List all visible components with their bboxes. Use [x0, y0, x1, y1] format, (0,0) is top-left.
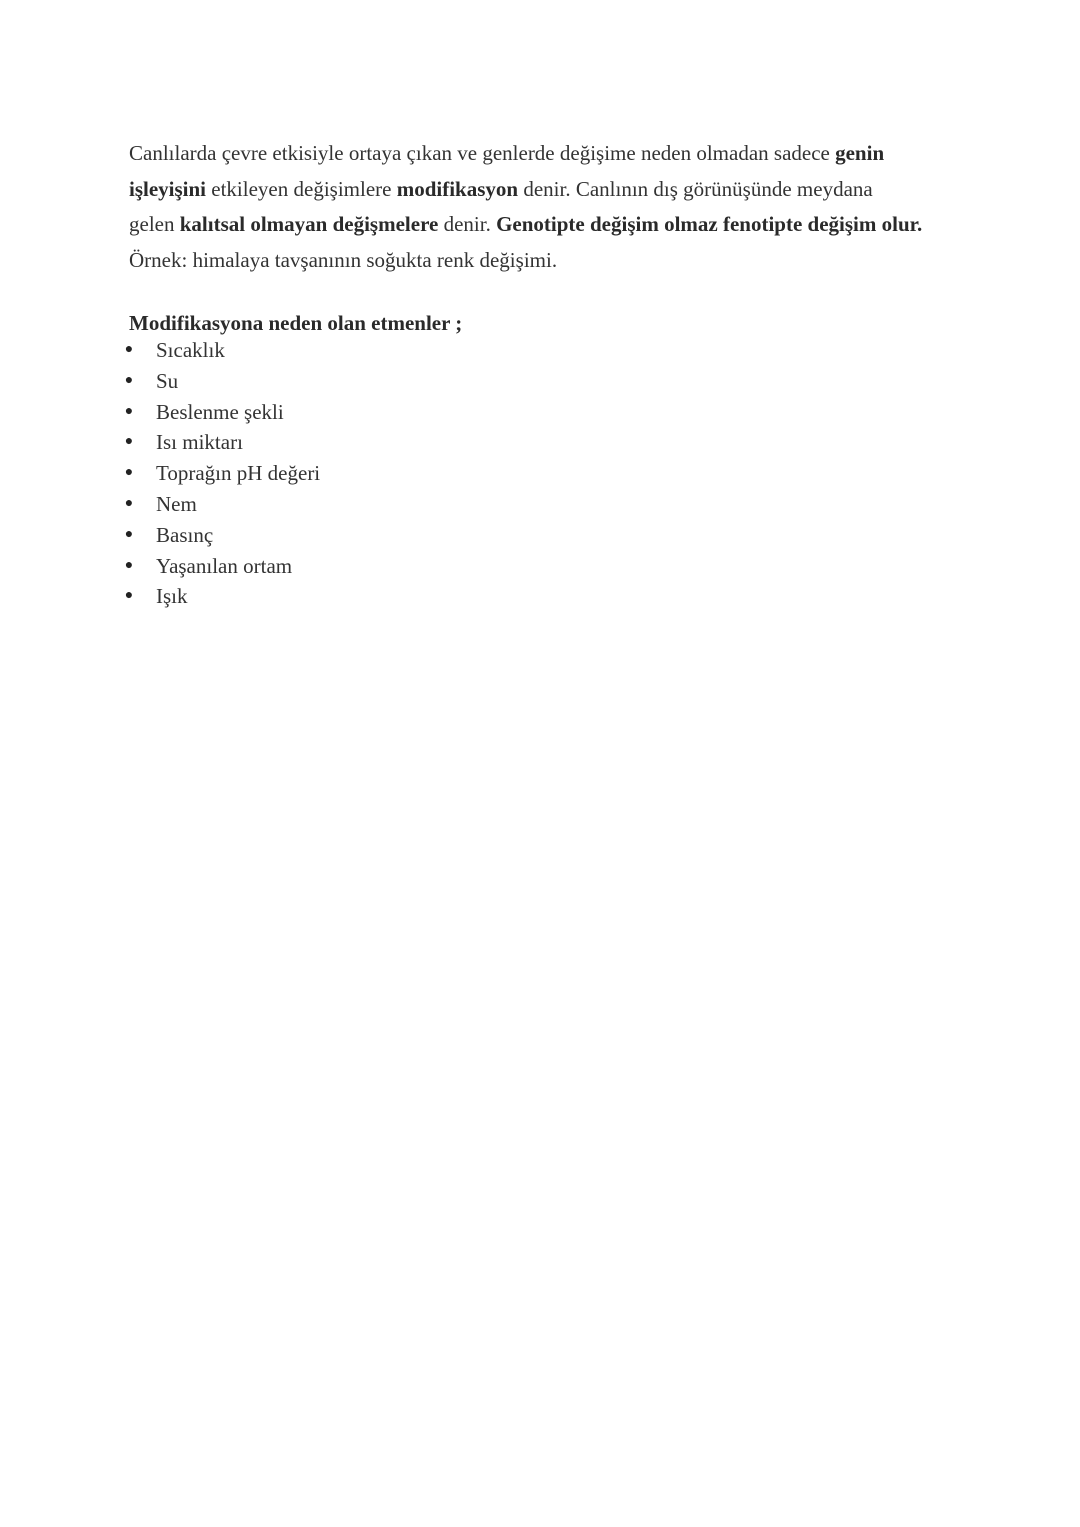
bold-term-isleyisini: işleyişini [129, 176, 207, 201]
list-item [123, 489, 943, 520]
list-item [123, 366, 943, 397]
document-page [124, 136, 949, 612]
bold-statement-genotype: Genotipte değişim olmaz fenotipte değişim olur. [496, 212, 923, 236]
factors-heading: Modifikasyona neden olan etmenler ; [129, 311, 463, 335]
text-span: denir. Canlının dış görünüşünde meydana [518, 176, 873, 201]
modification-definition-paragraph [129, 136, 949, 278]
bullet-icon: ● [124, 495, 134, 511]
paragraph-line-3 [129, 207, 949, 243]
bullet-icon: ● [124, 588, 134, 604]
bullet-icon: ● [124, 434, 134, 450]
list-item [123, 427, 943, 458]
bullet-icon: ● [124, 342, 134, 357]
list-item-label: Isı miktarı [156, 430, 243, 455]
list-item-label: Basınç [156, 522, 214, 547]
list-item [123, 397, 943, 428]
text-span: etkileyen değişimlere [206, 176, 397, 201]
list-item [123, 335, 943, 366]
list-item-label: Su [156, 368, 179, 393]
list-item-label: Yaşanılan ortam [156, 553, 293, 578]
text-span: denir. [438, 212, 497, 236]
bullet-icon: ● [124, 557, 134, 573]
list-item [123, 520, 943, 551]
list-item-label: Beslenme şekli [156, 399, 284, 424]
list-item-label: Sıcaklık [156, 338, 225, 362]
paragraph-line-1 [129, 136, 949, 172]
bold-term-modifikasyon: modifikasyon [396, 176, 519, 201]
list-item [123, 551, 943, 582]
list-item [123, 581, 943, 612]
bullet-icon: ● [124, 403, 134, 419]
factors-list [123, 335, 943, 612]
text-span: Canlılarda çevre etkisiyle ortaya çıkan ve genlerde değişime neden olmadan sadece [129, 141, 836, 165]
list-item [123, 458, 943, 489]
example-text: Örnek: himalaya tavşanının soğukta renk değişimi. [129, 247, 558, 272]
bold-term-kalitsal: kalıtsal olmayan değişmelere [179, 212, 439, 236]
bullet-icon: ● [124, 372, 134, 388]
bullet-icon: ● [124, 526, 134, 542]
list-item-label: Toprağın pH değeri [156, 461, 321, 486]
paragraph-line-4 [129, 243, 949, 279]
text-span: gelen [129, 212, 180, 236]
bold-term-genin: genin [835, 141, 885, 165]
bullet-icon: ● [124, 465, 134, 481]
list-item-label: Işık [156, 584, 188, 609]
list-item-label: Nem [156, 491, 197, 516]
paragraph-line-2 [129, 172, 949, 208]
